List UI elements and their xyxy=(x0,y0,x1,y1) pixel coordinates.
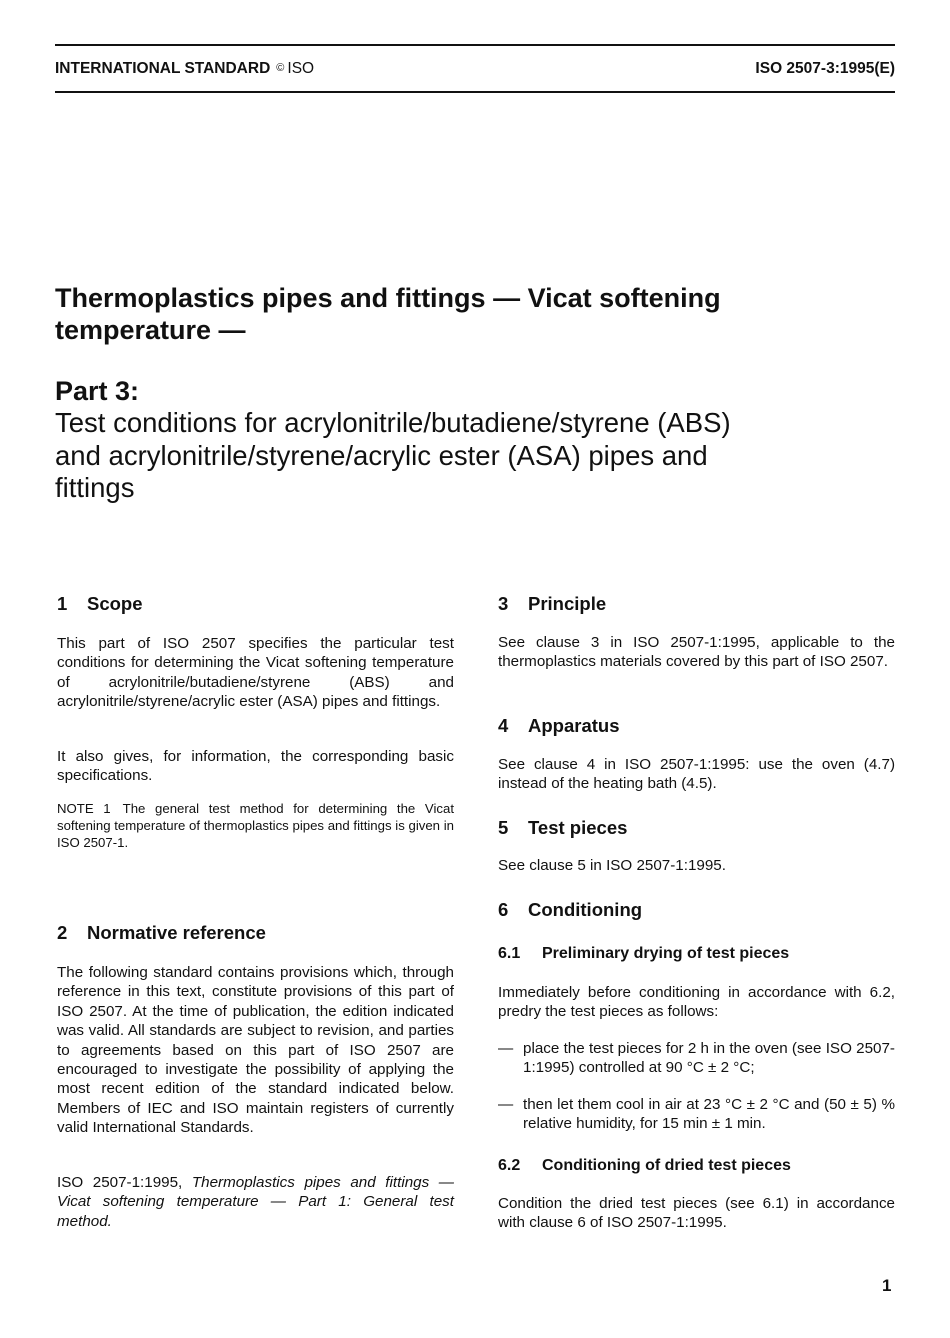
section-number: 6 xyxy=(498,899,509,920)
header-standard-label: INTERNATIONAL STANDARD xyxy=(55,60,271,77)
section-number: 1 xyxy=(57,593,68,614)
part-title-line-1: Test conditions for acrylonitrile/butadiene/styrene (ABS) xyxy=(55,407,731,438)
document-title xyxy=(55,282,895,346)
subsection-title: Preliminary drying of test pieces xyxy=(542,945,790,962)
section-heading-scope xyxy=(57,593,143,615)
part-title xyxy=(55,407,855,505)
dash-marker: — xyxy=(498,1040,514,1057)
principle-paragraph: See clause 3 in ISO 2507-1:1995, applicable to the thermoplastics materials covered by this part of ISO 2507. xyxy=(498,634,895,671)
subsection-number: 6.1 xyxy=(498,945,521,962)
apparatus-paragraph: See clause 4 in ISO 2507-1:1995: use the oven (4.7) instead of the heating bath (4.5). xyxy=(498,756,895,793)
reference-id: ISO 2507-1:1995, xyxy=(57,1174,183,1191)
page-number: 1 xyxy=(882,1276,892,1295)
scope-paragraph-1: This part of ISO 2507 specifies the particular test conditions for determining the Vicat softening temperature of acrylonitrile/butadiene/styrene (ABS) and acrylonitrile/styrene/acrylic ester (ASA) pipes and fittings. xyxy=(57,635,454,711)
scope-paragraph-2: It also gives, for information, the corresponding basic specifications. xyxy=(57,748,454,785)
section-heading-principle xyxy=(498,593,606,615)
section-number: 3 xyxy=(498,593,509,614)
section-title: Normative reference xyxy=(87,922,266,943)
part-title-line-3: fittings xyxy=(55,472,135,503)
section-heading-apparatus xyxy=(498,715,620,737)
list-item xyxy=(498,1039,895,1078)
running-header xyxy=(55,60,895,82)
header-document-id: ISO 2507-3:1995(E) xyxy=(755,60,895,77)
normative-reference-citation xyxy=(57,1173,454,1231)
section-number: 4 xyxy=(498,715,509,736)
scope-note xyxy=(57,801,454,851)
subsection-heading-6-1 xyxy=(498,945,789,963)
list-item-text: then let them cool in air at 23 °C ± 2 °C and (50 ± 5) % relative humidity, for 15 min ± 1 min. xyxy=(523,1096,895,1133)
reference-title: Thermoplastics pipes and fittings — Vicat softening temperature — Part 1: General test method. xyxy=(57,1174,454,1230)
section-title: Conditioning xyxy=(528,899,643,920)
header-bottom-rule xyxy=(55,91,895,93)
part-title-line-2: and acrylonitrile/styrene/acrylic ester (ASA) pipes and xyxy=(55,439,708,471)
list-item xyxy=(498,1095,895,1134)
title-line-1: Thermoplastics pipes and fittings — Vicat softening xyxy=(55,283,721,313)
section-number: 5 xyxy=(498,817,509,838)
test-pieces-paragraph: See clause 5 in ISO 2507-1:1995. xyxy=(498,857,726,874)
section-title: Apparatus xyxy=(528,715,620,736)
list-item-text: place the test pieces for 2 h in the oven (see ISO 2507-1:1995) controlled at 90 °C ± 2 °C; xyxy=(523,1040,895,1077)
section-heading-conditioning xyxy=(498,899,642,921)
header-org: ISO xyxy=(287,60,315,77)
section-number: 2 xyxy=(57,922,68,943)
note-text: The general test method for determining the Vicat softening temperature of thermoplastics pipes and fittings is given in ISO 2507-1. xyxy=(57,801,454,850)
section-heading-test-pieces xyxy=(498,817,627,839)
subsection-title: Conditioning of dried test pieces xyxy=(542,1157,791,1174)
drying-paragraph: Immediately before conditioning in accordance with 6.2, predry the test pieces as follows: xyxy=(498,984,895,1021)
note-label: NOTE 1 xyxy=(57,801,111,816)
header-left xyxy=(55,60,314,78)
section-heading-normative-reference xyxy=(57,922,266,944)
section-title: Test pieces xyxy=(528,817,628,838)
part-label: Part 3: xyxy=(55,376,140,406)
dash-marker: — xyxy=(498,1096,514,1113)
conditioning-dried-paragraph: Condition the dried test pieces (see 6.1) in accordance with clause 6 of ISO 2507-1:1995. xyxy=(498,1195,895,1232)
title-line-2: temperature — xyxy=(55,315,246,345)
normative-paragraph-1: The following standard contains provisions which, through reference in this text, constitute provisions of this part of ISO 2507. At the time of publication, the edition indicated was valid. All standards are subject to revision, and parties to agreements based on this part of ISO 2507 are encouraged to investigate the possibility of applying the most recent edition of the standard indicated below. Members of IEC and ISO maintain registers of currently valid International Standards. xyxy=(57,964,454,1137)
subsection-number: 6.2 xyxy=(498,1157,521,1174)
header-top-rule xyxy=(55,44,895,46)
copyright-symbol: © xyxy=(276,62,285,74)
subsection-heading-6-2 xyxy=(498,1157,791,1175)
section-title: Principle xyxy=(528,593,607,614)
section-title: Scope xyxy=(87,593,143,614)
